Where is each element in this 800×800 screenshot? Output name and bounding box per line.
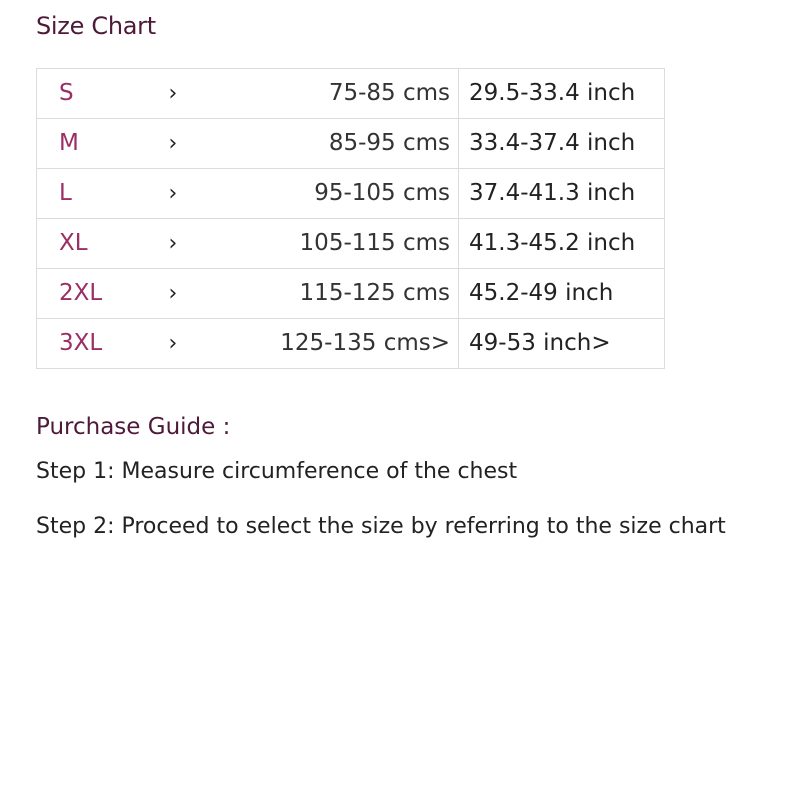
cms-range: 85-95 cms [237,119,459,169]
inch-range: 45.2-49 inch [459,269,665,319]
chevron-right-icon: › [169,219,237,269]
purchase-guide-title: Purchase Guide : [36,414,231,440]
chevron-right-icon: › [169,69,237,119]
table-row [37,219,665,269]
table-row [37,169,665,219]
cms-range: 115-125 cms [237,269,459,319]
inch-range: 29.5-33.4 inch [459,69,665,119]
inch-range: 41.3-45.2 inch [459,219,665,269]
cms-range: 75-85 cms [237,69,459,119]
chevron-right-icon: › [169,319,237,369]
cms-range: 95-105 cms [237,169,459,219]
chevron-right-icon: › [169,269,237,319]
cms-range: 105-115 cms [237,219,459,269]
table-row [37,69,665,119]
chevron-right-icon: › [169,169,237,219]
table-row [37,269,665,319]
size-label: 2XL [37,269,169,319]
purchase-step-2: Step 2: Proceed to select the size by referring to the size chart [36,514,726,539]
size-label: M [37,119,169,169]
inch-range: 33.4-37.4 inch [459,119,665,169]
size-label: XL [37,219,169,269]
size-label: 3XL [37,319,169,369]
size-label: L [37,169,169,219]
chevron-right-icon: › [169,119,237,169]
size-label: S [37,69,169,119]
size-chart-title: Size Chart [36,12,156,40]
inch-range: 49-53 inch> [459,319,665,369]
purchase-step-1: Step 1: Measure circumference of the chest [36,459,518,484]
table-row [37,319,665,369]
cms-range: 125-135 cms> [237,319,459,369]
size-chart-table [36,68,665,369]
table-row [37,119,665,169]
inch-range: 37.4-41.3 inch [459,169,665,219]
